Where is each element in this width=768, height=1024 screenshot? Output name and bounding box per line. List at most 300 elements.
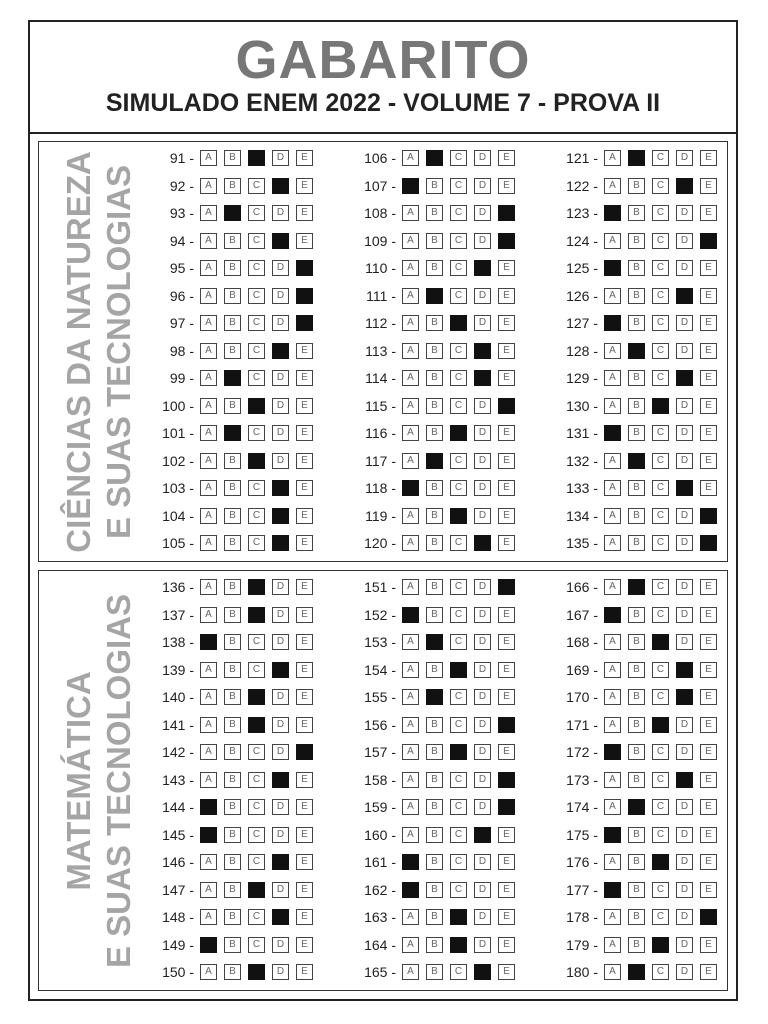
option-c-marked: [450, 744, 467, 760]
option-b-marked: [426, 288, 443, 304]
option-d: D: [676, 744, 693, 760]
option-c: C: [450, 480, 467, 496]
option-a: A: [604, 964, 621, 980]
question-number: 111 -: [366, 287, 396, 304]
option-d-marked: [474, 827, 491, 843]
option-e: E: [498, 535, 515, 551]
option-a: A: [604, 233, 621, 249]
question-row: [352, 852, 522, 872]
option-e-marked: [296, 315, 313, 331]
option-d: D: [474, 689, 491, 705]
question-row: [150, 687, 320, 707]
question-row: [554, 176, 724, 196]
option-d: D: [272, 937, 289, 953]
option-d: D: [676, 854, 693, 870]
option-e: E: [498, 744, 515, 760]
question-row: [150, 742, 320, 762]
option-e: E: [296, 480, 313, 496]
option-d-marked: [272, 508, 289, 524]
question-number: 158 -: [364, 771, 396, 788]
option-d: D: [676, 535, 693, 551]
option-c: C: [450, 964, 467, 980]
question-number: 132 -: [566, 452, 598, 469]
option-d-marked: [676, 772, 693, 788]
option-c-marked: [248, 717, 265, 733]
question-row: [352, 605, 522, 625]
page-title: GABARITO: [235, 30, 531, 90]
option-e: E: [296, 370, 313, 386]
question-row: [352, 258, 522, 278]
option-b: B: [426, 909, 443, 925]
question-row: [554, 907, 724, 927]
option-d: D: [676, 937, 693, 953]
option-c: C: [450, 370, 467, 386]
option-b: B: [426, 854, 443, 870]
option-c: C: [652, 827, 669, 843]
option-c: C: [652, 882, 669, 898]
option-a-marked: [200, 634, 217, 650]
question-number: 149 -: [162, 936, 194, 953]
option-b: B: [224, 178, 241, 194]
option-a: A: [402, 233, 419, 249]
option-b: B: [224, 937, 241, 953]
question-number: 99 -: [169, 370, 194, 386]
option-a: A: [604, 508, 621, 524]
question-row: [554, 660, 724, 680]
option-a: A: [402, 508, 419, 524]
option-b: B: [426, 744, 443, 760]
question-number: 122 -: [566, 177, 598, 194]
question-number: 107 -: [364, 177, 396, 194]
option-c: C: [652, 343, 669, 359]
question-row: [554, 715, 724, 735]
question-number: 145 -: [162, 826, 194, 843]
option-b: B: [628, 178, 645, 194]
option-d: D: [474, 425, 491, 441]
option-b: B: [426, 827, 443, 843]
option-b: B: [628, 425, 645, 441]
question-row: [352, 341, 522, 361]
option-c: C: [450, 453, 467, 469]
question-number: 95 -: [169, 260, 194, 276]
question-row: [352, 423, 522, 443]
option-b-marked: [426, 150, 443, 166]
option-a-marked: [604, 607, 621, 623]
question-number: 172 -: [566, 744, 598, 760]
option-a: A: [200, 205, 217, 221]
option-a: A: [200, 480, 217, 496]
option-e-marked: [498, 579, 515, 595]
option-d: D: [676, 909, 693, 925]
option-a: A: [604, 662, 621, 678]
option-e: E: [498, 854, 515, 870]
option-c: C: [652, 772, 669, 788]
option-e: E: [700, 772, 717, 788]
question-number: 118 -: [365, 480, 396, 496]
option-c-marked: [450, 662, 467, 678]
option-c: C: [450, 535, 467, 551]
question-number: 153 -: [364, 634, 396, 650]
option-c-marked: [248, 607, 265, 623]
option-b: B: [224, 854, 241, 870]
option-d-marked: [474, 370, 491, 386]
question-number: 96 -: [169, 287, 194, 304]
question-number: 147 -: [162, 881, 194, 898]
question-number: 120 -: [364, 535, 396, 551]
option-e: E: [700, 634, 717, 650]
option-c-marked: [652, 717, 669, 733]
option-d: D: [272, 315, 289, 331]
option-a: A: [200, 964, 217, 980]
option-b: B: [628, 662, 645, 678]
option-d: D: [474, 937, 491, 953]
option-e: E: [296, 937, 313, 953]
question-number: 103 -: [162, 480, 194, 496]
option-e: E: [700, 717, 717, 733]
option-e: E: [700, 744, 717, 760]
question-number: 146 -: [162, 854, 194, 870]
question-row: [352, 962, 522, 982]
option-c: C: [652, 150, 669, 166]
option-b: B: [628, 315, 645, 331]
option-a: A: [604, 634, 621, 650]
option-b: B: [224, 398, 241, 414]
question-number: 152 -: [364, 606, 396, 623]
option-a-marked: [604, 260, 621, 276]
option-b: B: [426, 607, 443, 623]
option-b: B: [628, 827, 645, 843]
option-c: C: [248, 480, 265, 496]
option-c: C: [450, 799, 467, 815]
option-b-marked: [224, 205, 241, 221]
option-e: E: [498, 882, 515, 898]
option-b: B: [224, 689, 241, 705]
question-row: [150, 313, 320, 333]
question-number: 92 -: [169, 177, 194, 194]
option-d: D: [272, 744, 289, 760]
option-a: A: [200, 425, 217, 441]
option-b: B: [426, 178, 443, 194]
question-row: [150, 577, 320, 597]
question-number: 114 -: [365, 370, 396, 386]
question-number: 174 -: [566, 799, 598, 815]
option-c-marked: [450, 315, 467, 331]
option-d: D: [474, 634, 491, 650]
option-d-marked: [272, 854, 289, 870]
option-c: C: [450, 579, 467, 595]
option-e: E: [498, 662, 515, 678]
option-a: A: [402, 689, 419, 705]
question-row: [554, 148, 724, 168]
option-e: E: [498, 480, 515, 496]
option-b-marked: [628, 150, 645, 166]
option-b: B: [224, 343, 241, 359]
option-d: D: [474, 398, 491, 414]
question-number: 98 -: [169, 342, 194, 359]
option-d-marked: [474, 964, 491, 980]
option-a: A: [402, 579, 419, 595]
option-b: B: [224, 535, 241, 551]
option-d: D: [474, 178, 491, 194]
option-b-marked: [224, 370, 241, 386]
option-e: E: [498, 508, 515, 524]
question-row: [554, 396, 724, 416]
option-c: C: [248, 288, 265, 304]
option-b: B: [224, 453, 241, 469]
option-c: C: [248, 827, 265, 843]
question-number: 166 -: [566, 579, 598, 595]
option-e: E: [700, 425, 717, 441]
option-c: C: [652, 909, 669, 925]
option-d: D: [272, 689, 289, 705]
option-e: E: [498, 288, 515, 304]
option-b-marked: [628, 799, 645, 815]
option-d-marked: [474, 343, 491, 359]
option-a: A: [200, 343, 217, 359]
option-d: D: [272, 150, 289, 166]
option-c: C: [248, 178, 265, 194]
question-row: [150, 341, 320, 361]
option-a: A: [604, 480, 621, 496]
question-row: [352, 825, 522, 845]
question-number: 143 -: [162, 771, 194, 788]
question-number: 142 -: [162, 744, 194, 760]
option-c: C: [652, 579, 669, 595]
option-d: D: [474, 717, 491, 733]
option-a: A: [402, 772, 419, 788]
option-e: E: [296, 909, 313, 925]
option-c: C: [450, 150, 467, 166]
option-c-marked: [248, 453, 265, 469]
option-c: C: [450, 854, 467, 870]
option-c: C: [450, 288, 467, 304]
option-c: C: [652, 799, 669, 815]
option-e: E: [498, 607, 515, 623]
option-d: D: [272, 205, 289, 221]
option-d-marked: [272, 772, 289, 788]
option-d: D: [474, 453, 491, 469]
option-c: C: [652, 178, 669, 194]
option-a: A: [200, 579, 217, 595]
question-row: [352, 715, 522, 735]
question-row: [554, 687, 724, 707]
option-a-marked: [200, 827, 217, 843]
question-row: [352, 660, 522, 680]
question-row: [554, 231, 724, 251]
option-a: A: [200, 607, 217, 623]
option-b: B: [224, 717, 241, 733]
option-b: B: [224, 288, 241, 304]
option-a: A: [200, 260, 217, 276]
option-e: E: [296, 205, 313, 221]
option-b: B: [628, 717, 645, 733]
question-row: [352, 907, 522, 927]
question-number: 94 -: [169, 232, 194, 249]
question-row: [352, 451, 522, 471]
option-e: E: [498, 150, 515, 166]
option-e: E: [296, 662, 313, 678]
question-number: 155 -: [364, 689, 396, 705]
question-row: [150, 852, 320, 872]
option-a: A: [200, 689, 217, 705]
option-c: C: [248, 799, 265, 815]
option-e: E: [296, 799, 313, 815]
option-c: C: [248, 772, 265, 788]
question-row: [554, 313, 724, 333]
option-d-marked: [272, 535, 289, 551]
question-number: 138 -: [162, 634, 194, 650]
option-d: D: [272, 634, 289, 650]
question-row: [150, 825, 320, 845]
option-c: C: [248, 315, 265, 331]
option-c: C: [652, 607, 669, 623]
question-row: [150, 451, 320, 471]
option-b: B: [426, 343, 443, 359]
question-number: 151 -: [364, 579, 396, 595]
question-row: [150, 770, 320, 790]
option-b: B: [426, 480, 443, 496]
option-a-marked: [200, 937, 217, 953]
question-number: 167 -: [566, 606, 598, 623]
option-c-marked: [248, 579, 265, 595]
option-c: C: [652, 508, 669, 524]
question-number: 140 -: [162, 689, 194, 705]
question-row: [554, 935, 724, 955]
option-b: B: [224, 964, 241, 980]
question-number: 161 -: [364, 854, 396, 870]
question-row: [554, 742, 724, 762]
option-b: B: [224, 799, 241, 815]
option-a: A: [604, 150, 621, 166]
option-b-marked: [628, 343, 645, 359]
question-row: [554, 605, 724, 625]
option-a: A: [200, 662, 217, 678]
option-c: C: [652, 964, 669, 980]
option-a: A: [604, 579, 621, 595]
option-b: B: [628, 508, 645, 524]
option-d: D: [272, 398, 289, 414]
option-b: B: [628, 909, 645, 925]
option-a: A: [402, 343, 419, 359]
option-c-marked: [450, 508, 467, 524]
option-b: B: [426, 882, 443, 898]
option-c: C: [652, 480, 669, 496]
option-c: C: [652, 205, 669, 221]
option-e: E: [498, 689, 515, 705]
option-e: E: [296, 854, 313, 870]
question-number: 150 -: [162, 964, 194, 980]
question-row: [352, 506, 522, 526]
option-b: B: [426, 315, 443, 331]
option-b: B: [628, 854, 645, 870]
option-c: C: [450, 233, 467, 249]
question-number: 179 -: [566, 936, 598, 953]
option-d: D: [272, 453, 289, 469]
option-e: E: [296, 343, 313, 359]
question-row: [150, 632, 320, 652]
option-e-marked: [296, 288, 313, 304]
question-number: 157 -: [364, 744, 396, 760]
option-d: D: [676, 827, 693, 843]
option-d: D: [676, 634, 693, 650]
question-number: 170 -: [566, 689, 598, 705]
option-c: C: [450, 260, 467, 276]
option-e: E: [700, 370, 717, 386]
option-d: D: [676, 882, 693, 898]
option-d: D: [272, 288, 289, 304]
section-label-line: E SUAS TECNOLOGIAS: [100, 593, 137, 968]
option-c-marked: [652, 854, 669, 870]
question-number: 116 -: [365, 425, 396, 441]
question-row: [150, 258, 320, 278]
option-a: A: [200, 233, 217, 249]
option-b: B: [426, 717, 443, 733]
option-d-marked: [272, 343, 289, 359]
option-b: B: [426, 579, 443, 595]
option-d: D: [676, 343, 693, 359]
option-a: A: [402, 827, 419, 843]
option-e: E: [700, 827, 717, 843]
option-c: C: [248, 343, 265, 359]
option-d-marked: [272, 909, 289, 925]
question-row: [554, 203, 724, 223]
option-c: C: [652, 535, 669, 551]
question-row: [554, 770, 724, 790]
option-c-marked: [450, 425, 467, 441]
option-b: B: [224, 315, 241, 331]
option-a: A: [200, 150, 217, 166]
option-c: C: [248, 535, 265, 551]
option-a: A: [402, 937, 419, 953]
option-e: E: [498, 260, 515, 276]
option-a: A: [402, 205, 419, 221]
option-a: A: [604, 398, 621, 414]
question-number: 160 -: [364, 826, 396, 843]
option-a: A: [604, 535, 621, 551]
option-d: D: [474, 799, 491, 815]
question-row: [150, 715, 320, 735]
option-a: A: [402, 535, 419, 551]
option-a: A: [200, 288, 217, 304]
option-b: B: [426, 937, 443, 953]
option-e: E: [296, 827, 313, 843]
option-b: B: [224, 882, 241, 898]
question-number: 127 -: [566, 315, 598, 331]
option-c: C: [652, 288, 669, 304]
question-row: [150, 533, 320, 553]
option-c: C: [248, 260, 265, 276]
option-d: D: [474, 662, 491, 678]
option-b: B: [426, 260, 443, 276]
option-c: C: [450, 717, 467, 733]
option-e: E: [296, 689, 313, 705]
question-row: [554, 825, 724, 845]
option-d: D: [272, 964, 289, 980]
question-row: [352, 203, 522, 223]
option-a: A: [200, 398, 217, 414]
option-e: E: [296, 453, 313, 469]
option-a-marked: [402, 480, 419, 496]
option-d-marked: [272, 178, 289, 194]
option-d: D: [676, 315, 693, 331]
question-number: 105 -: [162, 535, 194, 551]
option-d: D: [676, 717, 693, 733]
option-e: E: [700, 150, 717, 166]
option-e: E: [498, 634, 515, 650]
option-d: D: [474, 233, 491, 249]
option-d-marked: [272, 480, 289, 496]
option-a: A: [200, 854, 217, 870]
